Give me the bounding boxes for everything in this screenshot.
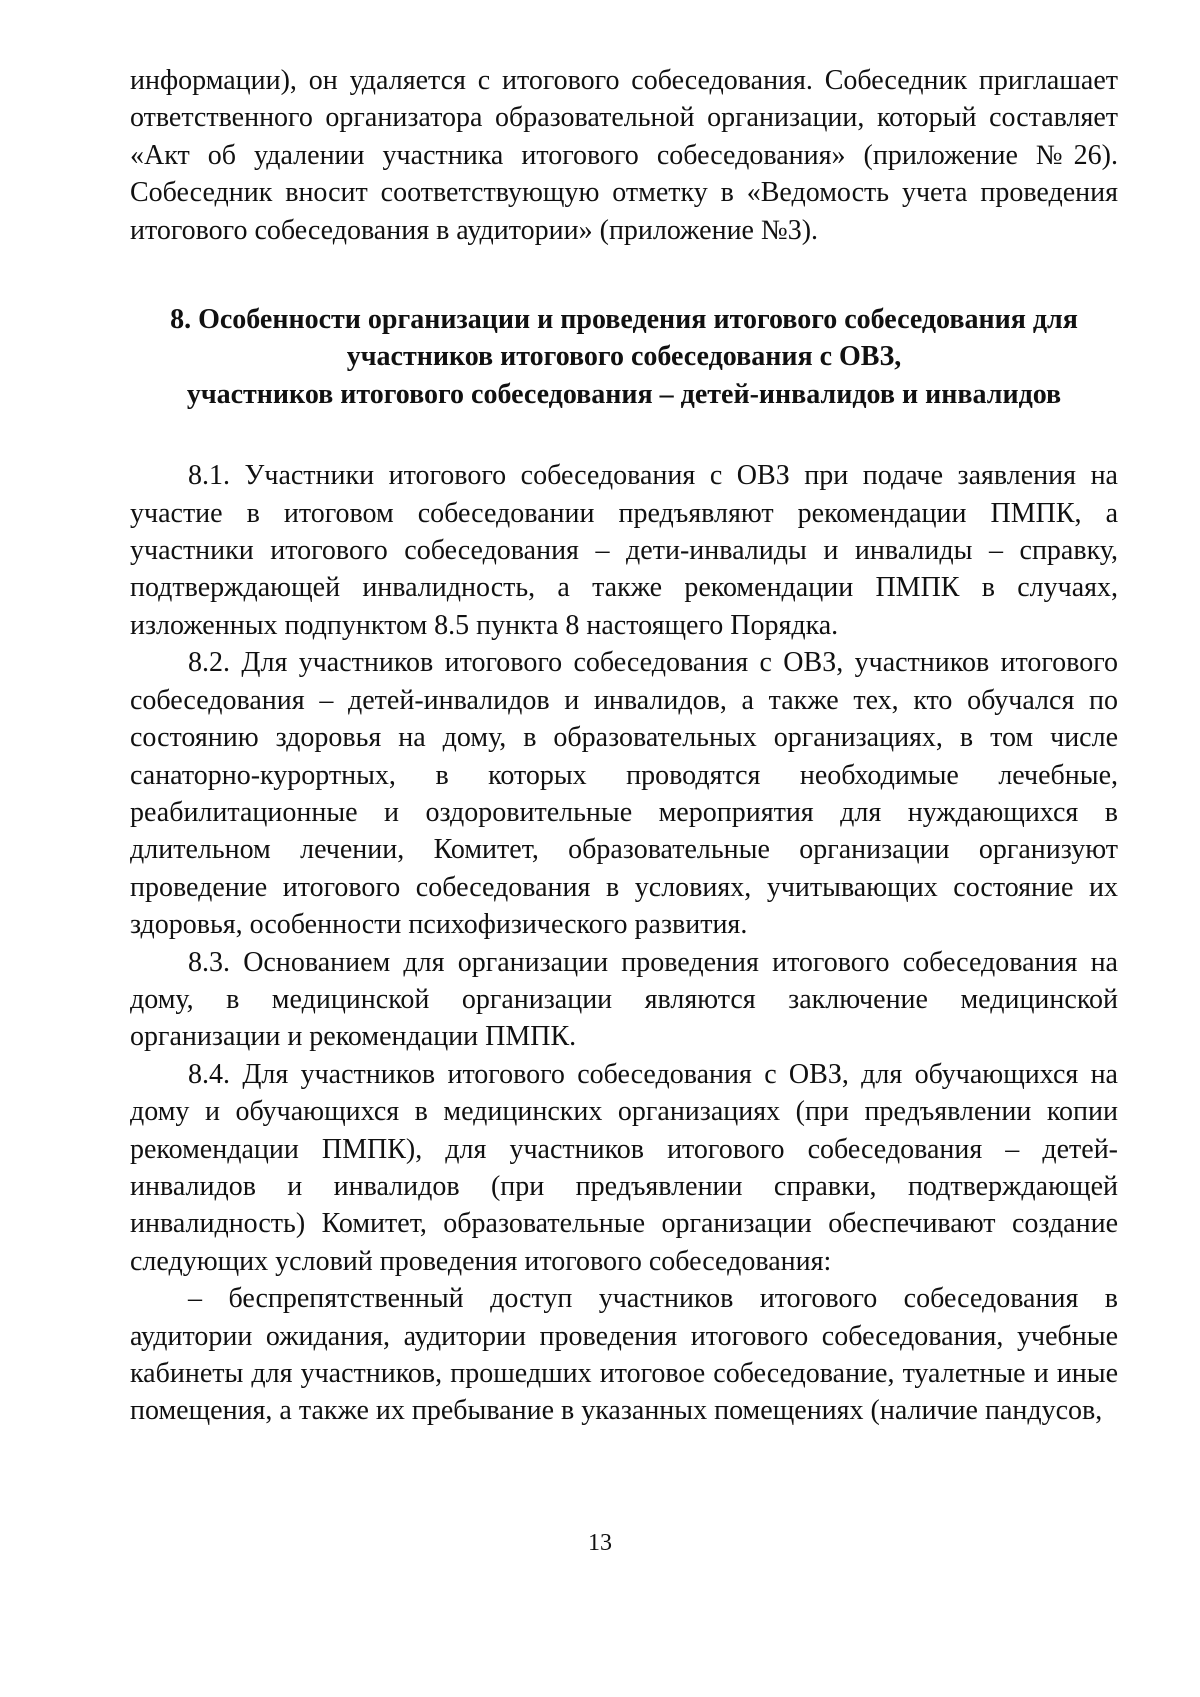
document-page (130, 62, 1118, 1430)
paragraph-8-3: 8.3. Основанием для организации проведения итогового собеседования на дому, в медицинской организации являются заключение медицинской организации и рекомендации ПМПК. (130, 946, 1118, 1053)
paragraph-8-2: 8.2. Для участников итогового собеседования с ОВЗ, участников итогового собеседования – детей-инвалидов и инвалидов, а также тех, кто обучался по состоянию здоровья на дому, в образовательных организациях, в том числе санаторно-курортных, в которых проводятся необходимые лечебные, реабилитационные и оздоровительные мероприятия для нуждающихся в длительном лечении, Комитет, образовательные организации организуют проведение итогового собеседования в условиях, учитывающих состояние их здоровья, особенности психофизического развития. (130, 647, 1118, 941)
page-number: 13 (588, 1530, 612, 1556)
section-heading (130, 301, 1118, 413)
section-heading-line-3: участников итогового собеседования – детей-инвалидов и инвалидов (186, 378, 1062, 410)
intro-paragraph: информации), он удаляется с итогового собеседования. Собеседник приглашает ответственного организатора образовательной организации, который составляет «Акт об удалении участника итогового собеседования» (приложение №26). Собеседник вносит соответствующую отметку в «Ведомость учета проведения итогового собеседования в аудитории» (приложение №3). (130, 65, 1118, 246)
paragraph-8-4: 8.4. Для участников итогового собеседования с ОВЗ, для обучающихся на дому и обучающихся в медицинских организациях (при предъявлении копии рекомендации ПМПК), для участников итогового собеседования – детей-инвалидов и инвалидов (при предъявлении справки, подтверждающей инвалидность) Комитет, образовательные организации обеспечивают создание следующих условий проведения итогового собеседования: (130, 1058, 1118, 1277)
section-heading-line-2: участников итогового собеседования с ОВЗ, (346, 341, 902, 373)
list-item-accessibility: – беспрепятственный доступ участников итогового собеседования в аудитории ожидания, аудитории проведения итогового собеседования, учебные кабинеты для участников, прошедших итоговое собеседование, туалетные и иные помещения, а также их пребывание в указанных помещениях (наличие пандусов, (130, 1283, 1118, 1427)
paragraph-8-1: 8.1. Участники итогового собеседования с ОВЗ при подаче заявления на участие в итоговом собеседовании предъявляют рекомендации ПМПК, а участники итогового собеседования – дети-инвалиды и инвалиды – справку, подтверждающей инвалидность, а также рекомендации ПМПК в случаях, изложенных подпунктом 8.5 пункта 8 настоящего Порядка. (130, 460, 1118, 641)
section-heading-line-1: 8. Особенности организации и проведения итогового собеседования для (170, 304, 1078, 336)
